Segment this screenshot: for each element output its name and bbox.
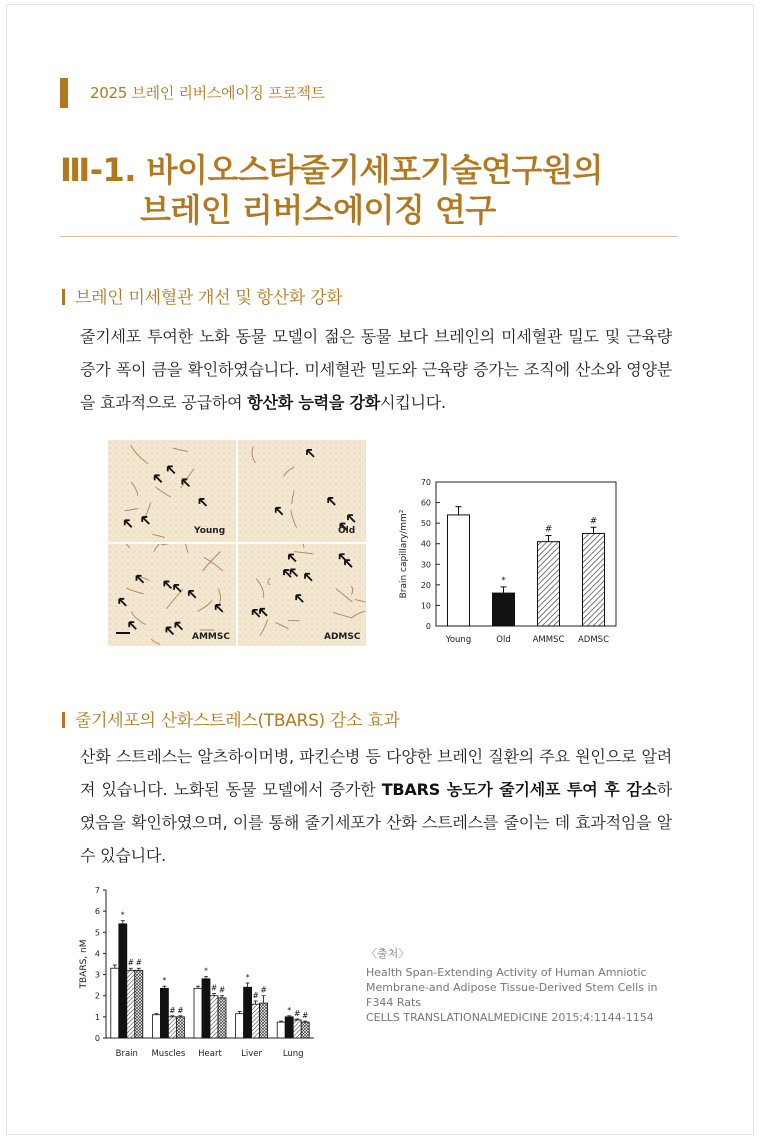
significance-mark: #	[302, 1011, 309, 1021]
significance-mark: *	[162, 976, 167, 986]
x-tick-label: Brain	[115, 1049, 138, 1059]
bar	[236, 1014, 244, 1038]
bar	[152, 1015, 160, 1038]
micrograph-panel-ammsc	[108, 544, 236, 646]
source-title: Health Span-Extending Activity of Human Amniotic Membrane-and Adipose Tissue-Derived Stem Cells in F344 Rats	[366, 966, 658, 1009]
significance-mark: #	[252, 991, 259, 1000]
header-accent-bar	[60, 78, 68, 108]
panel-label: Young	[194, 526, 226, 536]
paragraph-text: 하였음을 확인하였으며, 이를 통해 줄기세포가 산화 스트레스를 줄이는 데 효과적임을 알 수 있습니다.	[80, 780, 672, 865]
significance-mark: #	[135, 958, 142, 968]
significance-mark: *	[501, 575, 506, 586]
title-line-2: 브레인 리버스에이징 연구	[140, 191, 496, 229]
panel-label: ADMSC	[324, 632, 361, 642]
x-tick-label: Lung	[282, 1049, 304, 1059]
y-tick-label: 10	[420, 601, 431, 611]
micrograph-panel-admsc	[238, 544, 366, 646]
bar	[135, 970, 143, 1038]
section-marker	[62, 712, 65, 728]
bar	[168, 1017, 176, 1038]
bar	[260, 1003, 268, 1038]
significance-mark: #	[218, 985, 226, 995]
y-tick-label: 30	[420, 560, 431, 570]
y-tick-label: 1	[94, 1012, 100, 1022]
paragraph-text: 줄기세포 투여한 노화 동물 모델이 젊은 동물 보다 브레인의 미세혈관 밀도 및 근육량 증가 폭이 큼을 확인하였습니다. 미세혈관 밀도와 근육량 증가는 조직에 산소와 영양분을 효과적으로 공급하여	[80, 327, 672, 412]
source-journal: CELLS TRANSLATIONALMEDICINE 2015;4:1144-1154	[366, 1011, 654, 1024]
y-tick-label: 5	[94, 928, 100, 938]
bar	[202, 979, 210, 1038]
y-tick-label: 60	[420, 498, 431, 508]
bar	[583, 533, 605, 626]
section-heading-text: 브레인 미세혈관 개선 및 항산화 강화	[75, 288, 343, 308]
significance-mark: #	[544, 524, 553, 535]
page-title	[60, 150, 603, 230]
scale-bar	[116, 632, 130, 634]
section-marker	[62, 289, 65, 305]
y-tick-label: 40	[420, 539, 431, 549]
section-heading-tbars	[62, 706, 400, 731]
y-tick-label: 20	[420, 580, 431, 590]
bar	[119, 924, 127, 1038]
significance-mark: #	[589, 516, 598, 527]
micrograph-panel-young	[108, 440, 236, 542]
significance-mark: #	[294, 1008, 301, 1018]
y-tick-label: 3	[94, 970, 100, 980]
source-citation	[366, 946, 666, 1025]
panel-label: Old	[338, 526, 356, 536]
capillary-bar-chart	[392, 470, 632, 652]
bar	[285, 1017, 293, 1038]
bar	[301, 1022, 309, 1038]
y-axis-label: Brain capillary/mm²	[399, 509, 409, 599]
section-heading-microvessel	[62, 283, 342, 308]
bar	[194, 988, 202, 1038]
bar	[252, 1004, 260, 1038]
significance-mark: #	[177, 1005, 184, 1015]
title-line-1: Ⅲ-1. 바이오스타줄기세포기술연구원의	[60, 151, 603, 189]
header-title: 2025 브레인 리버스에이징 프로젝트	[90, 84, 325, 102]
micrograph-panel-old	[238, 440, 366, 542]
y-tick-label: 0	[425, 622, 431, 631]
y-tick-label: 70	[420, 478, 431, 487]
bar	[448, 515, 470, 626]
section-heading-text: 줄기세포의 산화스트레스(TBARS) 감소 효과	[75, 711, 400, 731]
section1-paragraph	[80, 320, 672, 419]
x-tick-label: Heart	[198, 1049, 222, 1059]
bar	[111, 968, 119, 1038]
bar	[277, 1022, 285, 1038]
x-tick-label: Young	[445, 635, 472, 645]
x-tick-label: Liver	[241, 1049, 263, 1059]
significance-mark: #	[210, 983, 218, 993]
y-tick-label: 4	[94, 949, 100, 959]
bar	[160, 988, 168, 1038]
significance-mark: *	[204, 966, 208, 976]
x-tick-label: Muscles	[151, 1049, 186, 1059]
bar	[127, 970, 135, 1038]
source-heading: 〈출처〉	[366, 947, 410, 960]
tbars-bar-chart	[74, 882, 324, 1067]
x-tick-label: AMMSC	[532, 635, 565, 645]
bar	[244, 987, 252, 1038]
section2-paragraph	[80, 740, 672, 872]
panel-label: AMMSC	[192, 632, 230, 642]
y-tick-label: 0	[94, 1034, 100, 1043]
y-tick-label: 7	[94, 886, 100, 895]
y-tick-label: 2	[94, 991, 100, 1001]
significance-mark: *	[287, 1005, 292, 1015]
paragraph-bold: TBARS 농도가 줄기세포 투여 후 감소	[381, 780, 657, 799]
significance-mark: #	[127, 958, 134, 968]
bar	[210, 996, 218, 1038]
bar	[493, 593, 515, 626]
y-axis-label: TBARS, nM	[79, 939, 89, 989]
x-tick-label: Old	[496, 635, 511, 645]
title-divider	[60, 236, 678, 237]
paragraph-text: 산화 스트레스는 알츠하이머병, 파킨슨병 등 다양한 브레인 질환의 주요 원인으로 알려져 있습니다. 노화된 동물 모델에서 증가한	[80, 747, 672, 799]
significance-mark: #	[260, 985, 267, 995]
significance-mark: *	[120, 910, 125, 920]
bar	[293, 1020, 301, 1038]
y-tick-label: 50	[420, 519, 431, 529]
paragraph-text: 시킵니다.	[380, 393, 446, 412]
paragraph-bold: 항산화 능력을 강화	[247, 393, 381, 412]
bar	[538, 542, 560, 626]
bar	[218, 998, 226, 1038]
significance-mark: *	[245, 973, 250, 983]
bar	[176, 1017, 184, 1038]
significance-mark: #	[169, 1005, 176, 1015]
y-tick-label: 6	[94, 907, 100, 917]
x-tick-label: ADMSC	[577, 635, 610, 645]
micrograph-figure	[108, 440, 366, 646]
